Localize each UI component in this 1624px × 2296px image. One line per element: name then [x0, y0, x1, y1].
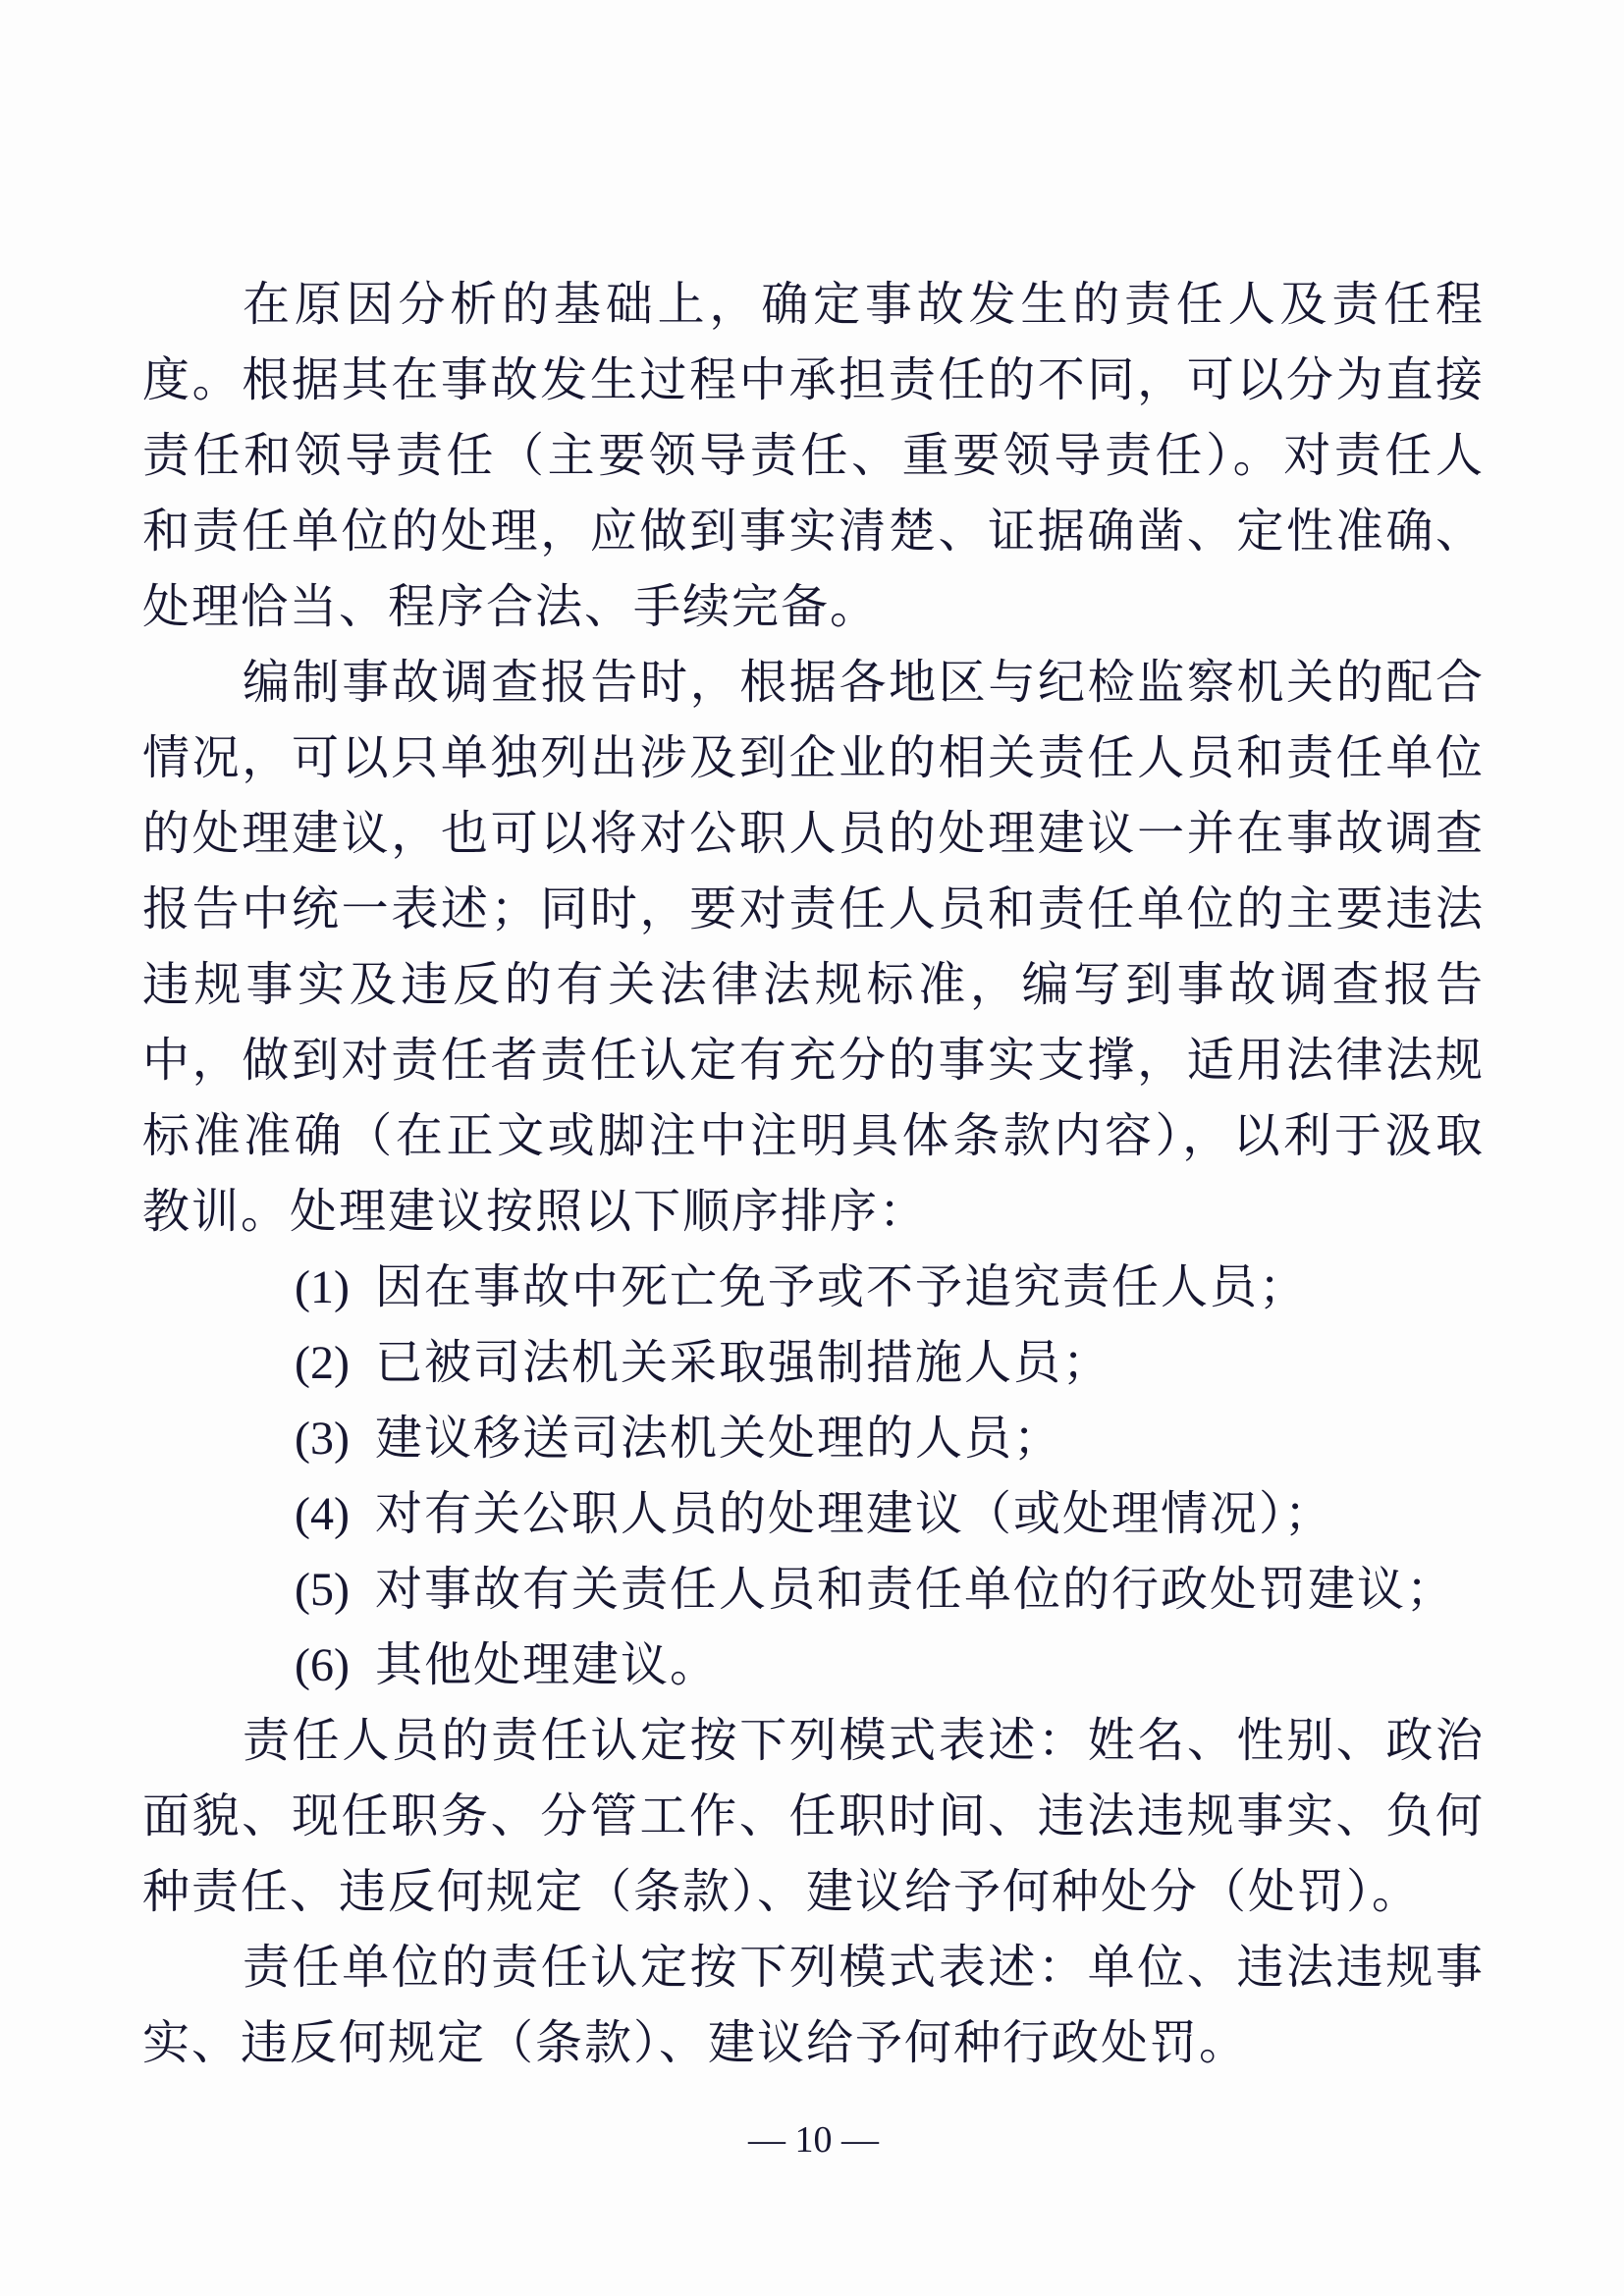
list-item-marker: (3) [295, 1413, 350, 1465]
list-item [142, 1476, 1485, 1552]
paragraph-unit-responsibility-format: 责任单位的责任认定按下列模式表述：单位、违法违规事实、违反何规定（条款）、建议给予何种行政处罚。 [142, 1942, 1485, 2069]
list-item-marker: (2) [295, 1337, 350, 1389]
list-item-text: 其他处理建议。 [374, 1639, 719, 1691]
list-item [142, 1250, 1485, 1325]
list-item-marker: (4) [295, 1488, 350, 1540]
list-item-text: 对有关公职人员的处理建议（或处理情况）； [374, 1488, 1333, 1540]
handling-suggestions-list [142, 1250, 1485, 1703]
list-item-marker: (5) [295, 1564, 350, 1616]
list-item-text: 建议移送司法机关处理的人员； [374, 1413, 1062, 1465]
list-item-text: 对事故有关责任人员和责任单位的行政处罚建议； [374, 1564, 1455, 1616]
list-item [142, 1628, 1485, 1703]
page-number: — 10 — [748, 2119, 879, 2161]
paragraph-responsibility-determination: 在原因分析的基础上，确定事故发生的责任人及责任程度。根据其在事故发生过程中承担责任的不同，可以分为直接责任和领导责任（主要领导责任、重要领导责任）。对责任人和责任单位的处理，应做到事实清楚、证据确凿、定性准确、处理恰当、程序合法、手续完备。 [142, 279, 1485, 633]
list-item-text: 已被司法机关采取强制措施人员； [374, 1337, 1111, 1389]
paragraph-personnel-responsibility-format: 责任人员的责任认定按下列模式表述：姓名、性别、政治面貌、现任职务、分管工作、任职时间、违法违规事实、负何种责任、违反何规定（条款）、建议给予何种处分（处罚）。 [142, 1715, 1485, 1918]
list-item [142, 1325, 1485, 1401]
list-item [142, 1552, 1485, 1628]
list-item-marker: (1) [295, 1261, 350, 1313]
paragraph-report-compilation: 编制事故调查报告时，根据各地区与纪检监察机关的配合情况，可以只单独列出涉及到企业的相关责任人员和责任单位的处理建议，也可以将对公职人员的处理建议一并在事故调查报告中统一表述；同时，要对责任人员和责任单位的主要违法违规事实及违反的有关法律法规标准，编写到事故调查报告中，做到对责任者责任认定有充分的事实支撑，适用法律法规标准准确（在正文或脚注中注明具体条款内容），以利于汲取教训。处理建议按照以下顺序排序： [142, 657, 1485, 1238]
list-item-marker: (6) [295, 1639, 350, 1691]
list-item [142, 1401, 1485, 1476]
list-item-text: 因在事故中死亡免予或不予追究责任人员； [374, 1261, 1308, 1313]
